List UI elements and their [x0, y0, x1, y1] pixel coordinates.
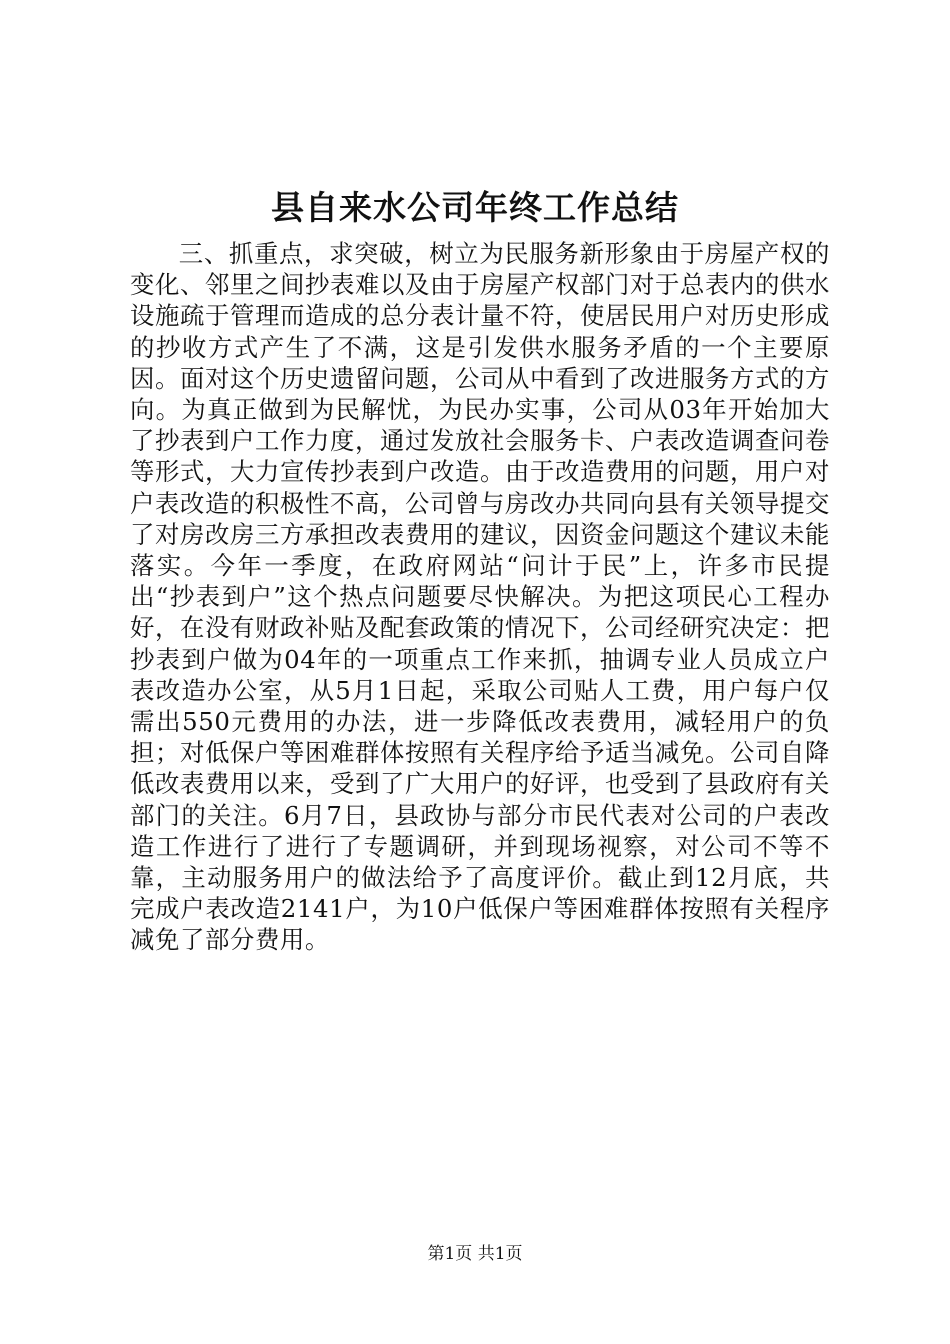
page-title: 县自来水公司年终工作总结 — [271, 188, 679, 227]
page-footer: 第1页 共1页 — [427, 1244, 523, 1264]
body-paragraph: 三、抓重点，求突破，树立为民服务新形象由于房屋产权的变化、邻里之间抄表难以及由于房屋产权部门对于总表内的供水设施疏于管理而造成的总分表计量不符，使居民用户对历史形成的抄收方式产生了不满，这是引发供水服务矛盾的一个主要原因。面对这个历史遗留问题，公司从中看到了改进服务方式的方向。为真正做到为民解忧，为民办实事，公司从03年开始加大了抄表到户工作力度，通过发放社会服务卡、户表改造调查问卷等形式，大力宣传抄表到户改造。由于改造费用的问题，用户对户表改造的积极性不高，公司曾与房改办共同向县有关领导提交了对房改房三方承担改表费用的建议，因资金问题这个建议未能落实。今年一季度，在政府网站“问计于民”上，许多市民提出“抄表到户”这个热点问题要尽快解决。为把这项民心工程办好，在没有财政补贴及配套政策的情况下，公司经研究决定：把抄表到户做为04年的一项重点工作来抓，抽调专业人员成立户表改造办公室，从5月1日起，采取公司贴人工费，用户每户仅需出550元费用的办法，进一步降低改表费用，减轻用户的负担；对低保户等困难群体按照有关程序给予适当减免。公司自降低改表费用以来，受到了广大用户的好评，也受到了县政府有关部门的关注。6月7日，县政协与部分市民代表对公司的户表改造工作进行了进行了专题调研，并到现场视察，对公司不等不靠，主动服务用户的做法给予了高度评价。截止到12月底，共完成户表改造2141户，为10户低保户等困难群体按照有关程序减免了部分费用。 — [130, 239, 830, 955]
